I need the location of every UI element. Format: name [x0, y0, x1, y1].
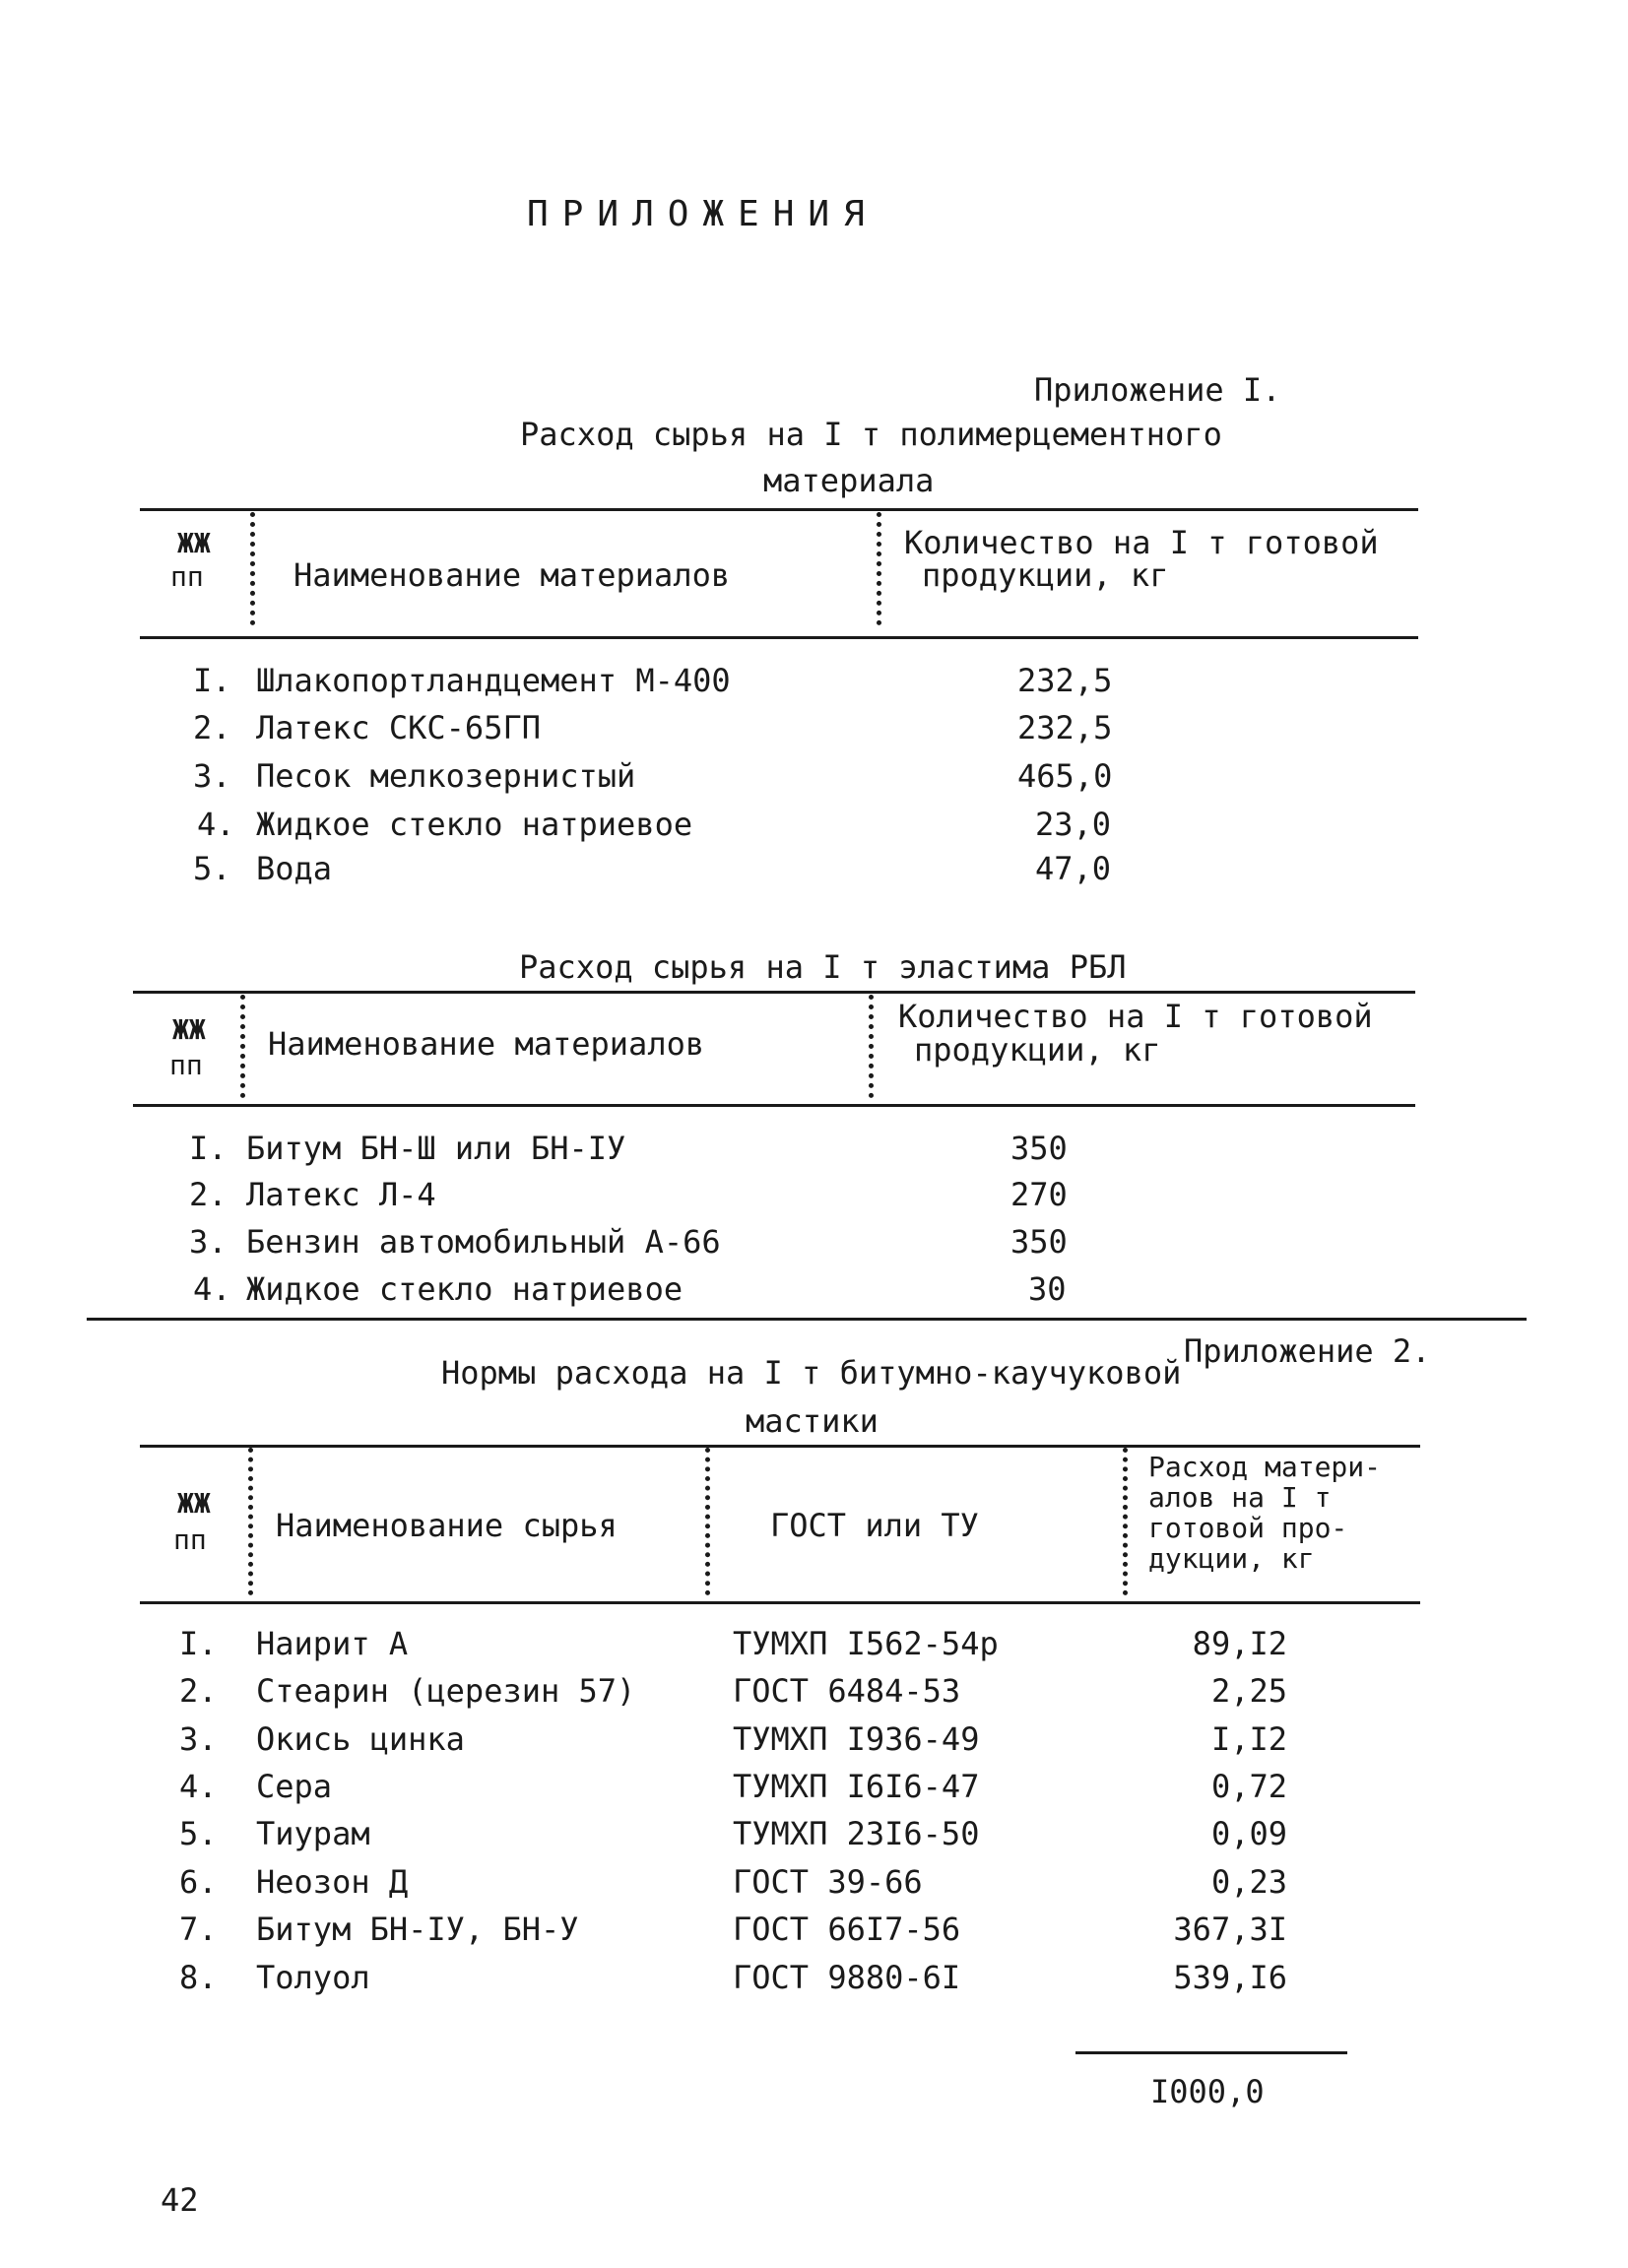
table3-header-name: Наименование сырья	[276, 1507, 618, 1544]
row-number: 2.	[179, 1672, 218, 1710]
material-name: Бензин автомобильный А-66	[246, 1223, 721, 1261]
page-title: ПРИЛОЖЕНИЯ	[527, 194, 879, 234]
raw-material-name: Битум БН-IУ, БН-У	[256, 1911, 579, 1948]
material-quantity: 350	[1010, 1130, 1068, 1167]
material-quantity: 23,0	[1035, 806, 1112, 843]
raw-material-name: Окись цинка	[256, 1720, 465, 1758]
raw-material-name: Неозон Д	[256, 1863, 409, 1901]
row-number: 4.	[197, 806, 235, 843]
total-rule	[1075, 2051, 1347, 2054]
table2-header-name: Наименование материалов	[268, 1025, 705, 1063]
gost-code: ТУМХП I6I6-47	[733, 1768, 980, 1805]
table1-header-name: Наименование материалов	[293, 556, 731, 594]
gost-code: ТУМХП I936-49	[733, 1720, 980, 1758]
table3-header-num-line1: ЖЖ	[177, 1487, 211, 1520]
raw-material-name: Тиурам	[256, 1815, 370, 1852]
table3-divider-2	[705, 1448, 710, 1595]
material-name: Жидкое стекло натриевое	[246, 1270, 684, 1308]
row-number: 7.	[179, 1911, 218, 1948]
table2-header-qty-line2: продукции, кг	[914, 1031, 1161, 1069]
table2-divider-1	[240, 995, 245, 1098]
material-quantity: 47,0	[1035, 850, 1112, 887]
material-quantity: 539,I6	[1173, 1959, 1287, 1996]
row-number: 5.	[179, 1815, 218, 1852]
table1-title-line2: материала	[763, 462, 935, 499]
section-separator	[87, 1318, 1527, 1321]
material-quantity: 465,0	[1017, 757, 1113, 795]
row-number: 6.	[179, 1863, 218, 1901]
table3-title-line2: мастики	[746, 1402, 879, 1440]
raw-material-name: Наирит А	[256, 1625, 409, 1662]
row-number: I.	[193, 662, 231, 699]
gost-code: ТУМХП 23I6-50	[733, 1815, 980, 1852]
material-quantity: 0,09	[1210, 1815, 1287, 1852]
table2-header-qty-line1: Количество на I т готовой	[898, 998, 1373, 1035]
row-number: I.	[179, 1625, 218, 1662]
table1-header-rule	[140, 636, 1418, 639]
raw-material-name: Сера	[256, 1768, 333, 1805]
table1-divider-2	[877, 512, 881, 625]
gost-code: ГОСТ 66I7-56	[733, 1911, 961, 1948]
row-number: 4.	[193, 1270, 231, 1308]
table3-top-rule	[140, 1445, 1420, 1448]
table1-divider-1	[250, 512, 255, 625]
table3-header-qty-line1: Расход матери-	[1148, 1451, 1382, 1483]
material-quantity: 0,23	[1210, 1863, 1287, 1901]
table3-header-qty-line2: алов на I т	[1148, 1481, 1332, 1514]
row-number: 2.	[189, 1176, 228, 1213]
table1-header-num-line2: пп	[170, 560, 204, 593]
material-name: Шлакопортландцемент М-400	[256, 662, 731, 699]
table1-header-qty-line2: продукции, кг	[922, 556, 1169, 594]
table2-header-num-line2: пп	[169, 1049, 203, 1081]
total-value: I000,0	[1150, 2073, 1265, 2110]
material-quantity: 232,5	[1017, 662, 1113, 699]
material-quantity: 270	[1010, 1176, 1068, 1213]
table1-top-rule	[140, 508, 1418, 511]
row-number: 2.	[193, 709, 231, 746]
table3-divider-1	[248, 1448, 253, 1595]
material-name: Песок мелкозернистый	[256, 757, 636, 795]
material-name: Латекс Л-4	[246, 1176, 436, 1213]
material-quantity: 30	[1028, 1270, 1067, 1308]
raw-material-name: Стеарин (церезин 57)	[256, 1672, 636, 1710]
table3-header-rule	[140, 1601, 1420, 1604]
table3-header-qty-line3: готовой про-	[1148, 1512, 1348, 1544]
material-name: Вода	[256, 850, 333, 887]
table1-header-qty-line1: Количество на I т готовой	[904, 524, 1379, 561]
table3-header-num-line2: пп	[173, 1523, 207, 1556]
table3-header-qty-line4: дукции, кг	[1148, 1542, 1315, 1575]
material-quantity: 2,25	[1210, 1672, 1287, 1710]
material-quantity: 89,I2	[1192, 1625, 1287, 1662]
material-quantity: 232,5	[1017, 709, 1113, 746]
appendix-2-label: Приложение 2.	[1184, 1332, 1431, 1370]
material-name: Битум БН-Ш или БН-IУ	[246, 1130, 626, 1167]
material-name: Жидкое стекло натриевое	[256, 806, 693, 843]
table1-title-line1: Расход сырья на I т полимерцементного	[520, 416, 1222, 453]
row-number: 3.	[193, 757, 231, 795]
gost-code: ГОСТ 9880-6I	[733, 1959, 961, 1996]
page-number: 42	[161, 2181, 199, 2219]
table1-header-num-line1: ЖЖ	[177, 527, 211, 559]
material-quantity: 350	[1010, 1223, 1068, 1261]
row-number: 8.	[179, 1959, 218, 1996]
row-number: 4.	[179, 1768, 218, 1805]
table3-title-line1: Нормы расхода на I т битумно-каучуковой	[441, 1354, 1182, 1392]
row-number: 3.	[179, 1720, 218, 1758]
table3-divider-3	[1123, 1448, 1128, 1595]
gost-code: ТУМХП I562-54р	[733, 1625, 999, 1662]
material-name: Латекс СКС-65ГП	[256, 709, 541, 746]
material-quantity: 0,72	[1210, 1768, 1287, 1805]
table2-header-rule	[133, 1104, 1415, 1107]
gost-code: ГОСТ 6484-53	[733, 1672, 961, 1710]
table3-header-gost: ГОСТ или ТУ	[770, 1507, 979, 1544]
material-quantity: I,I2	[1210, 1720, 1287, 1758]
row-number: I.	[189, 1130, 228, 1167]
table2-divider-2	[869, 995, 874, 1098]
table2-top-rule	[133, 991, 1415, 994]
table2-header-num-line1: ЖЖ	[172, 1013, 206, 1046]
table2-title: Расход сырья на I т эластима РБЛ	[519, 948, 1127, 986]
gost-code: ГОСТ 39-66	[733, 1863, 923, 1901]
appendix-1-label: Приложение I.	[1034, 371, 1281, 409]
row-number: 5.	[193, 850, 231, 887]
material-quantity: 367,3I	[1173, 1911, 1287, 1948]
row-number: 3.	[189, 1223, 228, 1261]
raw-material-name: Толуол	[256, 1959, 370, 1996]
